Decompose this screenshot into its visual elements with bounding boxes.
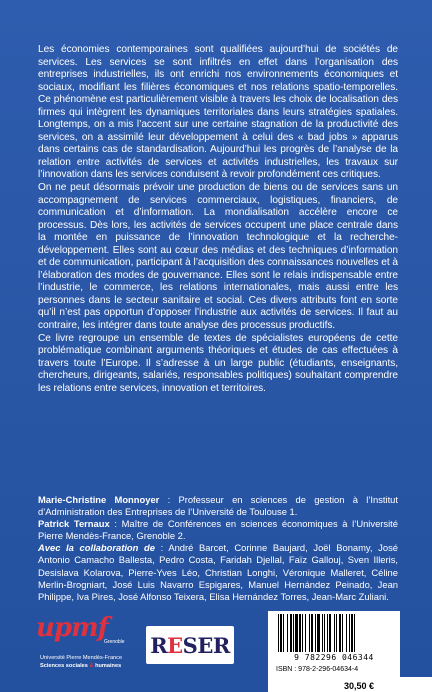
reser-logo	[146, 626, 234, 664]
summary-paragraph: On ne peut désormais prévoir une production de biens ou de services sans un accompagnement de services commerciaux, logistiques, financiers, de communication et d’information. La mondialisation accélère encore ce processus. Dès lors, les activités de services occupent une place centrale dans la montée en puissance de l’innovation technologique et la recherche-développement. Elles sont au cœur des médias et des techniques d’information et de communication, participant à l’acquisition des connaissances nouvelles et à l’élaboration des modes de gouvernance. Elles sont le relais indispensable entre l’industrie, le commerce, les relations internationales, mais aussi entre les personnes dans le secteur sanitaire et social. Ces divers attributs font en sorte qu’il n’est pas opportun d’opposer l’industrie aux activités de services. Il faut au contraire, les intégrer dans toute analyse des processus productifs.	[38, 182, 398, 332]
barcode-bar	[349, 614, 350, 652]
reser-r: R	[150, 632, 168, 658]
summary-text	[38, 44, 398, 395]
barcode-bar	[311, 614, 313, 652]
barcode-icon	[274, 614, 394, 654]
barcode-bar	[329, 614, 331, 652]
barcode-bar	[280, 614, 282, 652]
barcode-bar	[299, 614, 301, 652]
barcode-bar	[324, 614, 325, 652]
isbn-label: ISBN : 978-2-296-04634-4	[276, 666, 359, 673]
barcode-bar	[342, 614, 343, 652]
upmf-city: Grenoble	[104, 639, 125, 645]
author-description: : Professeur en sciences de gestion à l’Institut d’Administration des Entreprises de l’Université de Toulouse 1.	[38, 494, 398, 518]
author-name: Marie-Christine Monnoyer	[38, 494, 160, 505]
author-entry	[38, 494, 398, 518]
upmf-faculty	[40, 663, 121, 669]
barcode-bar	[290, 614, 292, 652]
barcode-bar	[287, 614, 288, 652]
summary-paragraph: Les économies contemporaines sont qualifiées aujourd’hui de sociétés de services. Les services se sont infiltrés en effet dans l’organisation des entreprises industrielles, ils ont enrichi nos environnements économiques et sociaux, modifiant les filières économiques et nos relations spatio-temporelles. Ce phénomène est particulièrement visible à travers les choix de localisation des firmes qui intègrent les dynamiques territoriales dans leurs stratégies spatiales. Longtemps, on a mis l’accent sur une certaine stagnation de la productivité des services, on a assimilé leur développement à celui des « bad jobs » apparus dans certains cas de standardisation. Aujourd’hui les progrès de l’analyse de la relation entre activités de services et activités industrielles, les travaux sur l’innovation dans les services conduisent à revoir profondément ces critiques.	[38, 44, 398, 181]
barcode-bar	[278, 614, 279, 652]
upmf-faculty-b: humaines	[95, 663, 122, 669]
author-description: : Maître de Conférences en sciences économiques à l’Université Pierre Mendès-France, Grenoble 2.	[38, 518, 398, 542]
barcode-panel	[268, 611, 400, 677]
barcode-bar	[322, 614, 323, 652]
barcode-bar	[336, 614, 337, 652]
reser-e: E	[167, 632, 183, 658]
barcode-bar	[351, 614, 353, 652]
barcode-bar	[302, 614, 303, 652]
upmf-university-name: Université Pierre Mendès-France	[40, 655, 123, 661]
barcode-bar	[346, 614, 347, 652]
barcode-bar	[334, 614, 335, 652]
barcode-digits: 9 782296 046344	[294, 653, 374, 662]
barcode-bar	[315, 614, 316, 652]
collaborators-entry	[38, 542, 398, 602]
authors-section	[38, 494, 398, 603]
barcode-bar	[309, 614, 310, 652]
price-label: 30,50 €	[344, 681, 375, 691]
upmf-wordmark: upmf	[36, 613, 108, 643]
collaborators-list: : André Barcet, Corinne Baujard, Joël Bonamy, José Antonio Camacho Ballesta, Pedro Costa, Faridah Djellal, Faïz Gallouj, Sven Illeris, Desislava Kolarova, Pierre-Yves Léo, Christian Longhi, Véronique Malleret, Céline Merlin-Brogniart, José Luis Navarro Espigares, Manuel Hernández Peinado, Jean Philippe, Iva Pires, José Alfonso Teixera, Elisa Hernández Torres, Jean-Marc Zuliani.	[38, 542, 398, 602]
barcode-bar	[295, 614, 298, 652]
upmf-faculty-amp: &	[89, 663, 94, 669]
barcode-bar	[339, 614, 341, 652]
upmf-faculty-a: Sciences sociales	[40, 663, 88, 669]
barcode-bar	[317, 614, 320, 652]
barcode-bar	[283, 614, 284, 652]
barcode-bar	[293, 614, 294, 652]
barcode-bar	[354, 614, 355, 652]
summary-paragraph: Ce livre regroupe un ensemble de textes de spécialistes européens de cette problématique combinant arguments théoriques et études de cas effectuées à travers toute l’Europe. Il s’adresse à un large public (étudiants, enseignants, chercheurs, dirigeants, salariés, responsables politiques) souhaitant comprendre les relations entre services, innovation et territoires.	[38, 332, 398, 394]
upmf-logo	[36, 613, 146, 679]
barcode-bar	[305, 614, 306, 652]
author-entry	[38, 518, 398, 542]
author-name: Patrick Ternaux	[38, 518, 110, 530]
reser-ser: SER	[182, 632, 230, 658]
barcode-bar	[327, 614, 328, 652]
collaborators-intro: Avec la collaboration de	[38, 542, 155, 554]
